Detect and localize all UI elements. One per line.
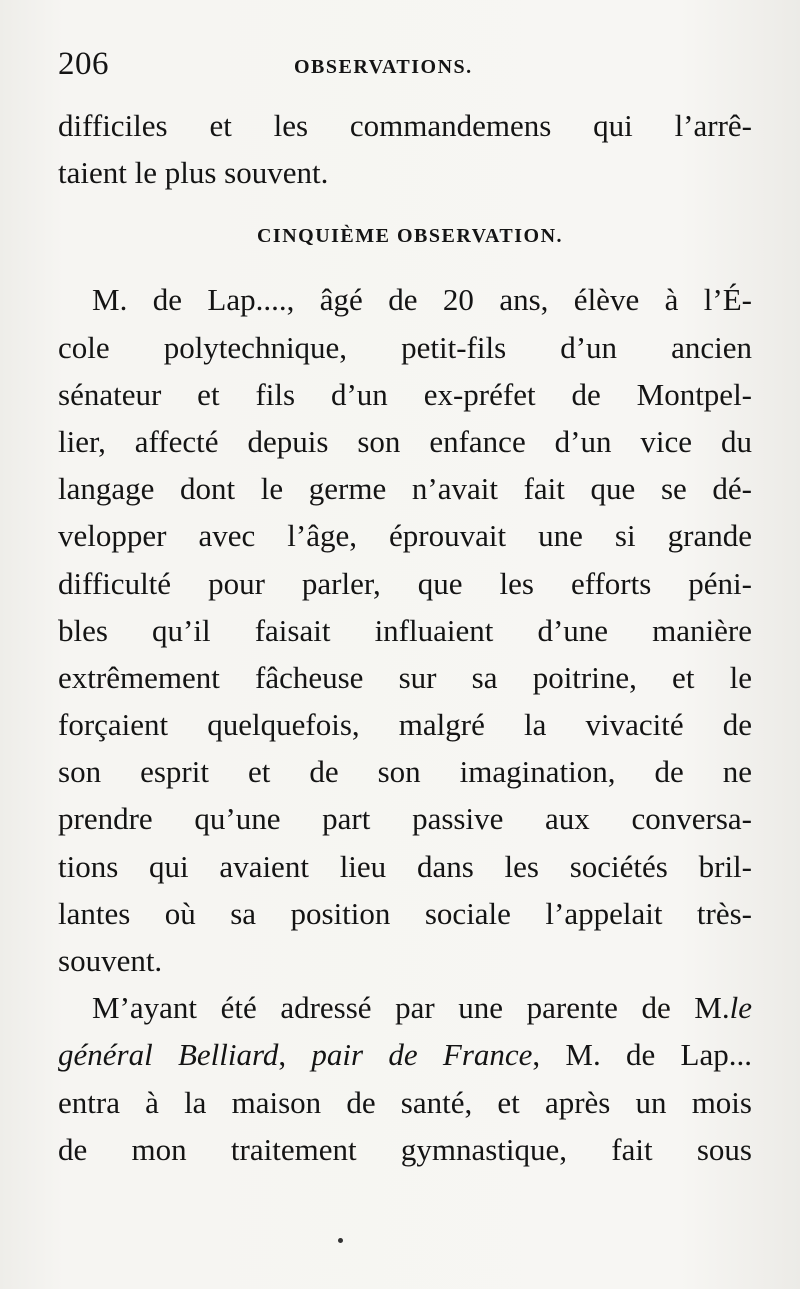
text-line: bles qu’il faisait influaient d’une manière [58, 612, 752, 648]
text-line: souvent. [58, 943, 163, 978]
text-line: taient le plus souvent. [58, 155, 329, 191]
text-line: de mon traitement gymnastique, fait sous [58, 1131, 752, 1167]
ink-mark [338, 1238, 343, 1243]
page-number: 206 [58, 46, 109, 82]
italic-run: le [729, 990, 752, 1026]
text-block [58, 102, 752, 1173]
text-run: , M. de Lap... [532, 1037, 752, 1073]
text-run: , [278, 1037, 312, 1073]
text-line: M. de Lap...., âgé de 20 ans, élève à l’É- [92, 282, 752, 318]
italic-run: pair de France [311, 1037, 533, 1073]
page-header [58, 46, 748, 86]
section-heading: CINQUIÈME OBSERVATION. [256, 225, 564, 248]
italic-run: général Belliard [58, 1037, 279, 1073]
text-line: cole polytechnique, petit-fils d’un ancien [58, 329, 752, 365]
text-line: tions qui avaient lieu dans les sociétés bril- [58, 848, 752, 884]
running-head: OBSERVATIONS. [294, 56, 473, 78]
text-line: lantes où sa position sociale l’appelait très- [58, 895, 752, 931]
text-line: velopper avec l’âge, éprouvait une si grande [58, 518, 752, 554]
text-line: extrêmement fâcheuse sur sa poitrine, et le [58, 659, 752, 695]
text-run: M’ayant été adressé par une parente de M. [92, 990, 730, 1026]
text-line: lier, affecté depuis son enfance d’un vice du [58, 423, 752, 459]
text-line: entra à la maison de santé, et après un mois [58, 1084, 752, 1120]
text-line: son esprit et de son imagination, de ne [58, 754, 752, 790]
text-line: forçaient quelquefois, malgré la vivacité de [58, 707, 752, 743]
text-line: difficulté pour parler, que les efforts péni- [58, 565, 752, 601]
text-line: langage dont le germe n’avait fait que se dé- [58, 471, 752, 507]
text-line [58, 1031, 752, 1078]
text-line: difficiles et les commandemens qui l’arrê- [58, 108, 752, 143]
text-line: prendre qu’une part passive aux conversa- [58, 801, 752, 837]
text-line [58, 984, 752, 1031]
paragraph-2 [58, 984, 752, 1173]
paragraph-1 [58, 276, 752, 984]
text-line: sénateur et fils d’un ex-préfet de Montpel- [58, 376, 752, 412]
